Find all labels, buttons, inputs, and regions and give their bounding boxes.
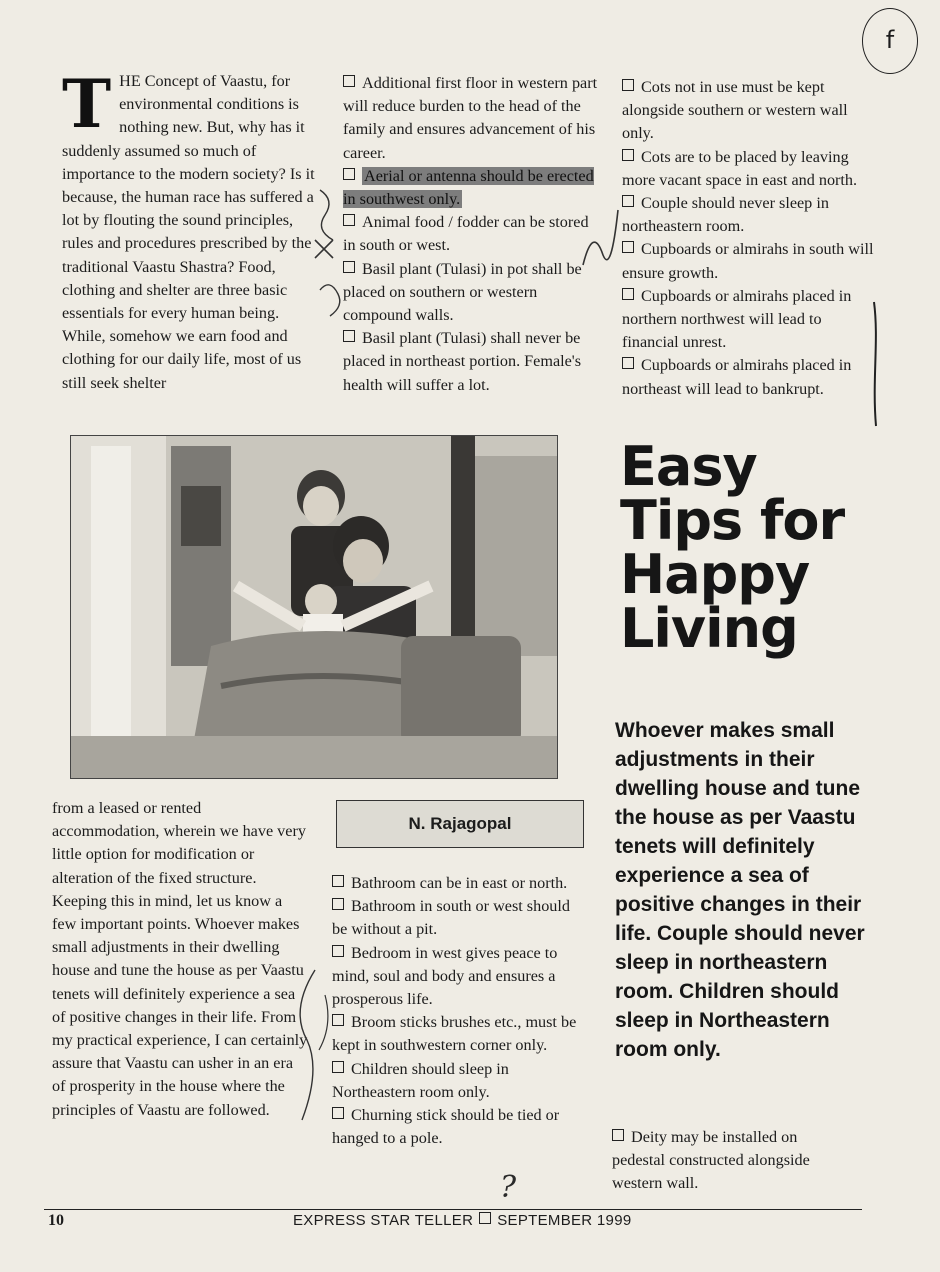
tip-item: Bathroom can be in east or north. [332, 872, 578, 895]
tip-item: Bedroom in west gives peace to mind, soul and body and ensures a prosperous life. [332, 943, 558, 1009]
handwritten-scribbles [300, 180, 350, 330]
drop-cap: T [62, 65, 112, 143]
column-2-tips-continued [332, 872, 578, 1150]
checkbox-icon [332, 898, 344, 910]
body-paragraph: from a leased or rented accommodation, wherein we have very little option for modification or alteration of the fixed structure. Keeping this in mind, let us know a few important points. Whoever makes small adjustments in their dwelling house and tune the house as per Vaastu tenets will definitely experience a sea of positive changes in their life. From my practical experience, I can certainly assure that Vaastu can usher in an era of prosperity in the house where the principles of Vaastu are followed. [52, 799, 308, 1119]
handwritten-circle-mark: f [862, 8, 918, 74]
headline-line: Happy [620, 543, 810, 606]
tip-item: Broom sticks brushes etc., must be kept in southwestern corner only. [332, 1013, 577, 1055]
intro-paragraph: HE Concept of Vaastu, for environmental conditions is nothing new. But, why has it suddenly assumed so much of importance to the modern society? Is it because, the human race has suffered a lot by flouting the sound principles, rules and procedures prescribed by the traditional Vaastu Shastra? Food, clothing and shelter are three basic essentials for every human being. While, somehow we earn food and clothing for our daily life, most of us still seek shelter [62, 72, 315, 392]
checkbox-icon [612, 1129, 624, 1141]
tip-item: Cots not in use must be kept alongside southern or western wall only. [622, 78, 848, 143]
checkbox-icon [622, 357, 634, 369]
column-1-intro [62, 65, 320, 395]
tip-item: Cupboards or almirahs in south will ensure growth. [622, 240, 874, 282]
family-photo [70, 435, 558, 779]
tip-item: Cots are to be placed by leaving more vacant space in east and north. [622, 147, 858, 189]
tip-item: Children should sleep in Northeastern room only. [332, 1059, 509, 1101]
photo-illustration [71, 436, 557, 778]
author-byline: N. Rajagopal [336, 800, 584, 848]
tip-item: Cupboards or almirahs placed in northern northwest will lead to financial unrest. [622, 286, 852, 352]
tip-item: Basil plant (Tulasi) in pot shall be placed on southern or western compound walls. [343, 259, 582, 325]
highlighted-text: Aerial or antenna should be erected in southwest only. [343, 166, 594, 209]
column-2-tips [343, 72, 601, 397]
headline-line: Tips for [620, 489, 845, 552]
checkbox-icon [622, 149, 634, 161]
tip-item: Churning stick should be tied or hanged to a pole. [332, 1106, 560, 1148]
tip-item: Cupboards or almirahs placed in northeast will lead to bankrupt. [622, 356, 852, 398]
checkbox-icon [332, 945, 344, 957]
checkbox-icon [622, 288, 634, 300]
checkbox-icon [343, 75, 355, 87]
tip-item: Additional first floor in western part will reduce burden to the head of the family and ensures advancement of his career. [343, 74, 598, 162]
checkbox-icon [332, 875, 344, 887]
tip-item [343, 165, 601, 211]
intro-summary: Whoever makes small adjustments in their dwelling house and tune the house as per Vaastu tenets will definitely experience a sea of positive changes in their life. Couple should never sleep in northeastern room. Children should sleep in Northeastern room only. [615, 719, 865, 1061]
checkbox-icon [622, 195, 634, 207]
handwritten-question-mark: ? [500, 1170, 517, 1205]
handwritten-scribbles [275, 965, 345, 1125]
column-3-tips-continued [612, 1126, 852, 1196]
tip-item: Couple should never sleep in northeastern room. [622, 194, 829, 236]
publication-name: EXPRESS STAR TELLER [293, 1212, 474, 1229]
checkbox-icon [343, 330, 355, 342]
page-footer [48, 1212, 858, 1236]
headline [620, 435, 920, 660]
handwritten-bracket [870, 300, 882, 430]
page-number: 10 [48, 1212, 64, 1229]
tip-item: Deity may be installed on pedestal constructed alongside western wall. [612, 1128, 810, 1193]
checkbox-icon [479, 1212, 491, 1224]
column-1-continued [52, 797, 310, 1122]
issue-date: SEPTEMBER 1999 [497, 1212, 632, 1229]
checkbox-icon [343, 168, 355, 180]
tip-item: Bathroom in south or west should be without a pit. [332, 897, 570, 939]
headline-line: Easy [620, 435, 757, 498]
footer-rule [44, 1209, 862, 1210]
tip-item: Animal food / fodder can be stored in south or west. [343, 213, 589, 255]
tip-item: Basil plant (Tulasi) shall never be placed in northeast portion. Female's health will suffer a lot. [343, 329, 582, 394]
handwritten-scribbles [578, 205, 623, 275]
column-3-tips [622, 76, 874, 401]
checkbox-icon [622, 241, 634, 253]
footer-masthead [293, 1212, 631, 1229]
headline-line: Living [620, 597, 798, 660]
checkbox-icon [622, 79, 634, 91]
